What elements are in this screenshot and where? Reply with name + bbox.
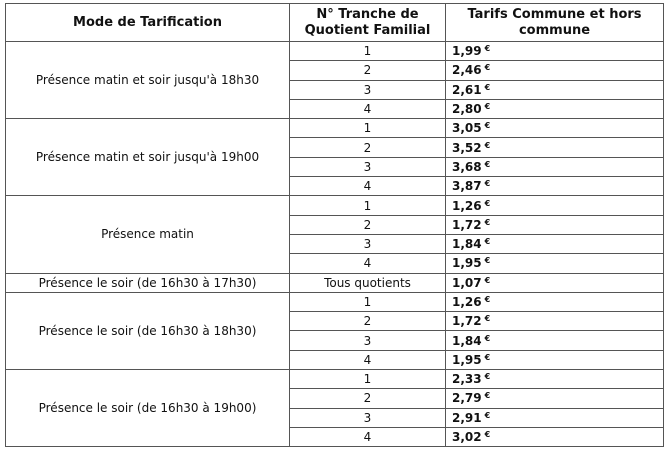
- table-row: [6, 119, 664, 138]
- tarif-body: [6, 42, 664, 447]
- price-value: 1,95: [452, 256, 482, 271]
- header-row: [6, 4, 664, 42]
- price-value: 1,95: [452, 352, 482, 367]
- tarif-table: [5, 3, 664, 447]
- tarif-cell: [446, 99, 664, 118]
- euro-symbol: €: [484, 295, 491, 304]
- mode-cell: Présence le soir (de 16h30 à 18h30): [6, 292, 290, 369]
- table-row: [6, 370, 664, 389]
- euro-symbol: €: [484, 44, 491, 54]
- tranche-cell: 3: [290, 408, 446, 427]
- euro-symbol: €: [484, 391, 491, 401]
- price-value: 1,84: [452, 333, 482, 348]
- tarif-cell: [446, 292, 664, 311]
- tarif-cell: [446, 138, 664, 157]
- price-value: 2,80: [452, 102, 482, 117]
- price-value: 2,33: [452, 372, 482, 387]
- tranche-cell: 1: [290, 196, 446, 215]
- tarif-cell: [446, 177, 664, 196]
- table-row: [6, 273, 664, 292]
- euro-symbol: €: [484, 159, 491, 169]
- tranche-cell: 4: [290, 177, 446, 196]
- tranche-cell: 4: [290, 254, 446, 273]
- tranche-cell: 3: [290, 234, 446, 253]
- price-value: 1,26: [452, 295, 482, 309]
- tranche-cell: 1: [290, 292, 446, 311]
- tarif-cell: [446, 157, 664, 176]
- tarif-cell: [446, 196, 664, 215]
- price-value: 3,87: [452, 179, 482, 194]
- euro-symbol: €: [484, 217, 491, 227]
- price-value: 1,26: [452, 198, 482, 213]
- tarif-cell: [446, 254, 664, 273]
- tarif-cell: [446, 119, 664, 138]
- tarif-cell: [446, 389, 664, 408]
- table-row: [6, 42, 664, 61]
- tarif-cell: [446, 331, 664, 350]
- euro-symbol: €: [484, 82, 491, 92]
- tranche-cell: 1: [290, 42, 446, 61]
- euro-symbol: €: [484, 63, 491, 73]
- tarif-cell: [446, 350, 664, 369]
- table-row: [6, 292, 664, 311]
- euro-symbol: €: [484, 372, 491, 382]
- mode-cell: Présence matin: [6, 196, 290, 273]
- price-value: 1,84: [452, 237, 482, 252]
- mode-cell: Présence le soir (de 16h30 à 19h00): [6, 370, 290, 447]
- tarif-cell: [446, 42, 664, 61]
- tranche-cell: 3: [290, 80, 446, 99]
- mode-cell: Présence matin et soir jusqu'à 18h30: [6, 42, 290, 119]
- tarif-cell: [446, 80, 664, 99]
- tarif-cell: [446, 408, 664, 427]
- euro-symbol: €: [484, 275, 491, 285]
- price-value: 2,91: [452, 410, 482, 425]
- euro-symbol: €: [484, 102, 491, 112]
- euro-symbol: €: [484, 237, 491, 247]
- header-tarif: Tarifs Commune et hors commune: [446, 4, 664, 42]
- price-value: 3,05: [452, 121, 482, 136]
- euro-symbol: €: [484, 256, 491, 266]
- tarif-cell: [446, 273, 664, 292]
- euro-symbol: €: [484, 179, 491, 189]
- tranche-cell: Tous quotients: [290, 273, 446, 292]
- euro-symbol: €: [484, 430, 491, 440]
- mode-cell: Présence matin et soir jusqu'à 19h00: [6, 119, 290, 196]
- tranche-cell: 2: [290, 389, 446, 408]
- tranche-cell: 2: [290, 138, 446, 157]
- price-value: 1,72: [452, 217, 482, 232]
- tranche-cell: 3: [290, 157, 446, 176]
- euro-symbol: €: [484, 333, 491, 343]
- tranche-cell: 2: [290, 312, 446, 331]
- euro-symbol: €: [484, 314, 491, 324]
- euro-symbol: €: [484, 352, 491, 362]
- header-tranche: N° Tranche de Quotient Familial: [290, 4, 446, 42]
- price-value: 3,02: [452, 430, 482, 445]
- euro-symbol: €: [484, 410, 491, 420]
- tranche-cell: 4: [290, 350, 446, 369]
- tarif-cell: [446, 215, 664, 234]
- price-value: 2,46: [452, 63, 482, 78]
- price-value: 3,52: [452, 140, 482, 155]
- euro-symbol: €: [484, 121, 491, 131]
- price-value: 1,07: [452, 275, 482, 290]
- tranche-cell: 4: [290, 427, 446, 446]
- price-value: 2,79: [452, 391, 482, 406]
- tarif-cell: [446, 234, 664, 253]
- header-mode: Mode de Tarification: [6, 4, 290, 42]
- euro-symbol: €: [484, 140, 491, 150]
- price-value: 2,61: [452, 82, 482, 97]
- tranche-cell: 4: [290, 99, 446, 118]
- tranche-cell: 1: [290, 119, 446, 138]
- tarif-cell: [446, 427, 664, 446]
- price-value: 1,99: [452, 44, 482, 59]
- tranche-cell: 2: [290, 61, 446, 80]
- tranche-cell: 2: [290, 215, 446, 234]
- euro-symbol: €: [484, 198, 491, 208]
- price-value: 3,68: [452, 159, 482, 174]
- tranche-cell: 1: [290, 370, 446, 389]
- tarif-cell: [446, 312, 664, 331]
- table-row: [6, 196, 664, 215]
- tarif-cell: [446, 370, 664, 389]
- price-value: 1,72: [452, 314, 482, 329]
- tarif-cell: [446, 61, 664, 80]
- tranche-cell: 3: [290, 331, 446, 350]
- mode-cell: Présence le soir (de 16h30 à 17h30): [6, 273, 290, 292]
